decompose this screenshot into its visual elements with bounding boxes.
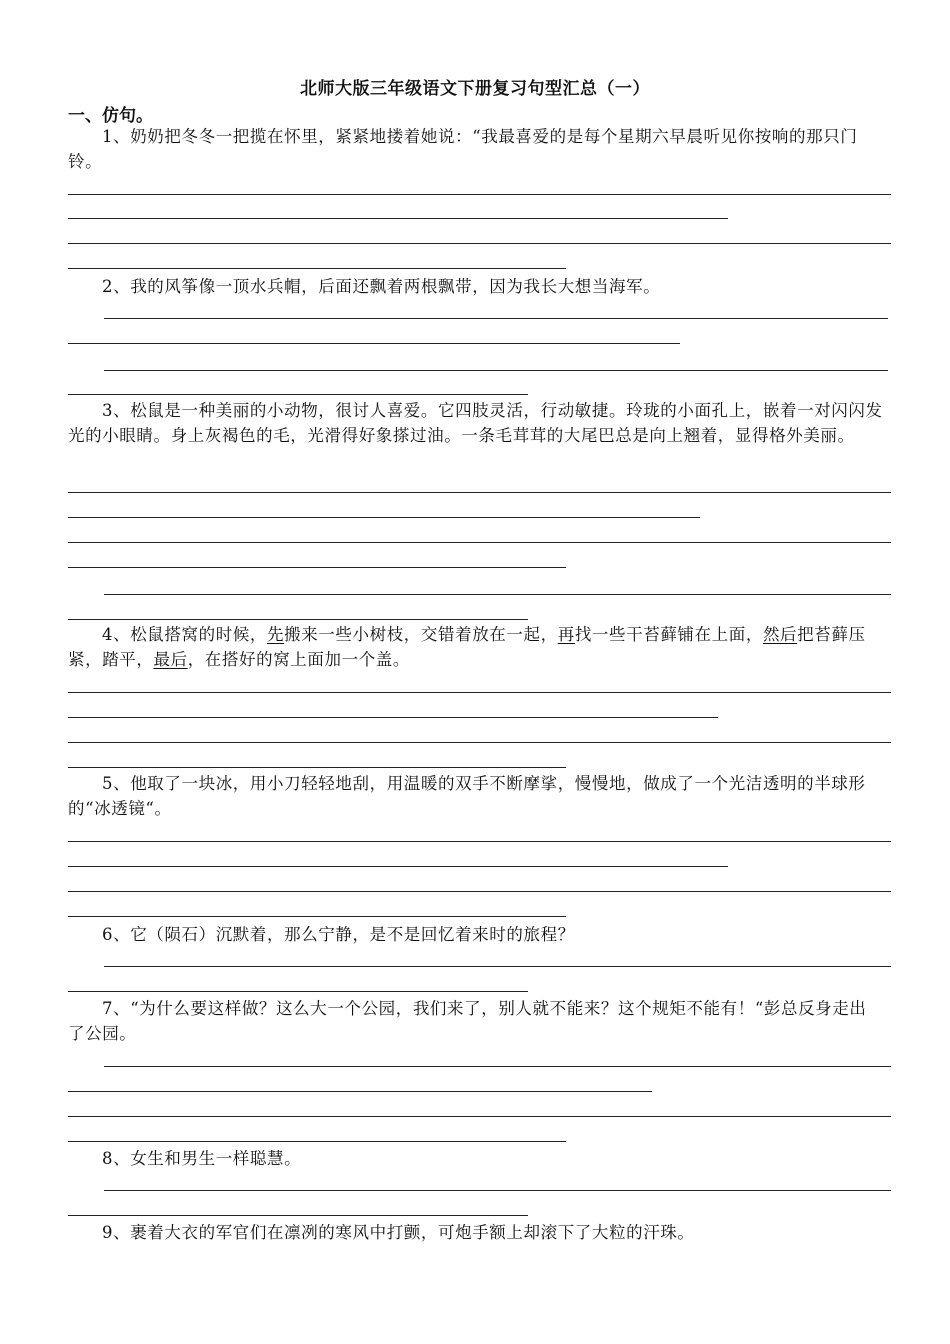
answer-line[interactable] — [68, 194, 891, 195]
answer-line[interactable] — [68, 218, 728, 219]
answer-line[interactable] — [104, 1066, 891, 1067]
answer-line[interactable] — [68, 866, 728, 867]
answer-line[interactable] — [68, 742, 891, 743]
q4-underlined-word: 最后 — [153, 650, 188, 669]
answer-line[interactable] — [68, 343, 680, 344]
q4-text: 4、松鼠搭窝的时候， — [102, 625, 267, 644]
q4-underlined-word: 然后 — [762, 625, 798, 644]
answer-line[interactable] — [68, 542, 891, 543]
question-6: 6、它（陨石）沉默着，那么宁静，是不是回忆着来时的旅程？ — [102, 925, 575, 944]
answer-line[interactable] — [68, 1116, 891, 1117]
question-1: 1、奶奶把冬冬一把揽在怀里，紧紧地搂着她说：“我最喜爱的是每个星期六早晨听见你按响的那只门铃。 — [68, 127, 858, 171]
answer-line[interactable] — [68, 891, 891, 892]
question-8: 8、女生和男生一样聪慧。 — [102, 1149, 302, 1168]
q4-underlined-word: 再 — [557, 625, 575, 644]
answer-line[interactable] — [68, 1215, 528, 1216]
answer-line[interactable] — [68, 619, 528, 620]
answer-line[interactable] — [68, 991, 528, 992]
answer-line[interactable] — [68, 243, 891, 244]
answer-line[interactable] — [104, 318, 888, 319]
answer-line[interactable] — [104, 370, 888, 371]
q4-text: 找一些干苔藓铺在上面， — [574, 625, 763, 644]
answer-line[interactable] — [68, 841, 891, 842]
q4-underlined-word: 先 — [267, 625, 285, 644]
question-4 — [68, 622, 883, 672]
answer-line[interactable] — [68, 517, 700, 518]
answer-line[interactable] — [68, 767, 566, 768]
section-heading: 一、仿句。 — [68, 106, 153, 126]
question-7: 7、“为什么要这样做？这么大一个公园，我们来了，别人就不能来？这个规矩不能有！“彭总反身走出了公园。 — [68, 999, 867, 1043]
answer-line[interactable] — [104, 594, 891, 595]
q4-text: 把苔藓压紧，踏平， — [68, 625, 866, 669]
answer-line[interactable] — [68, 717, 718, 718]
answer-line[interactable] — [68, 916, 566, 917]
question-3: 3、松鼠是一种美丽的小动物，很讨人喜爱。它四肢灵活，行动敏捷。玲珑的小面孔上，嵌着一对闪闪发光的小眼睛。身上灰褐色的毛，光滑得好象搽过油。一条毛茸茸的大尾巴总是向上翘着，显得格外美丽。 — [68, 401, 883, 445]
question-5: 5、他取了一块冰，用小刀轻轻地刮，用温暖的双手不断摩挲，慢慢地，做成了一个光洁透明的半球形的“冰透镜“。 — [68, 774, 866, 818]
question-2: 2、我的风筝像一顶水兵帽，后面还飘着两根飘带，因为我长大想当海军。 — [102, 277, 661, 296]
q4-text: ，在搭好的窝上面加一个盖。 — [187, 650, 411, 669]
answer-line[interactable] — [68, 567, 566, 568]
answer-line[interactable] — [68, 492, 891, 493]
question-9: 9、裹着大衣的军官们在凛冽的寒风中打颤，可炮手额上却滚下了大粒的汗珠。 — [102, 1223, 695, 1242]
answer-line[interactable] — [68, 1091, 652, 1092]
answer-line[interactable] — [104, 966, 891, 967]
answer-line[interactable] — [68, 268, 566, 269]
answer-line[interactable] — [68, 692, 891, 693]
answer-line[interactable] — [68, 394, 528, 395]
page-title: 北师大版三年级语文下册复习句型汇总（一） — [300, 79, 650, 99]
answer-line[interactable] — [104, 1190, 891, 1191]
q4-text: 搬来一些小树枝，交错着放在一起， — [284, 625, 558, 644]
answer-line[interactable] — [68, 1141, 566, 1142]
